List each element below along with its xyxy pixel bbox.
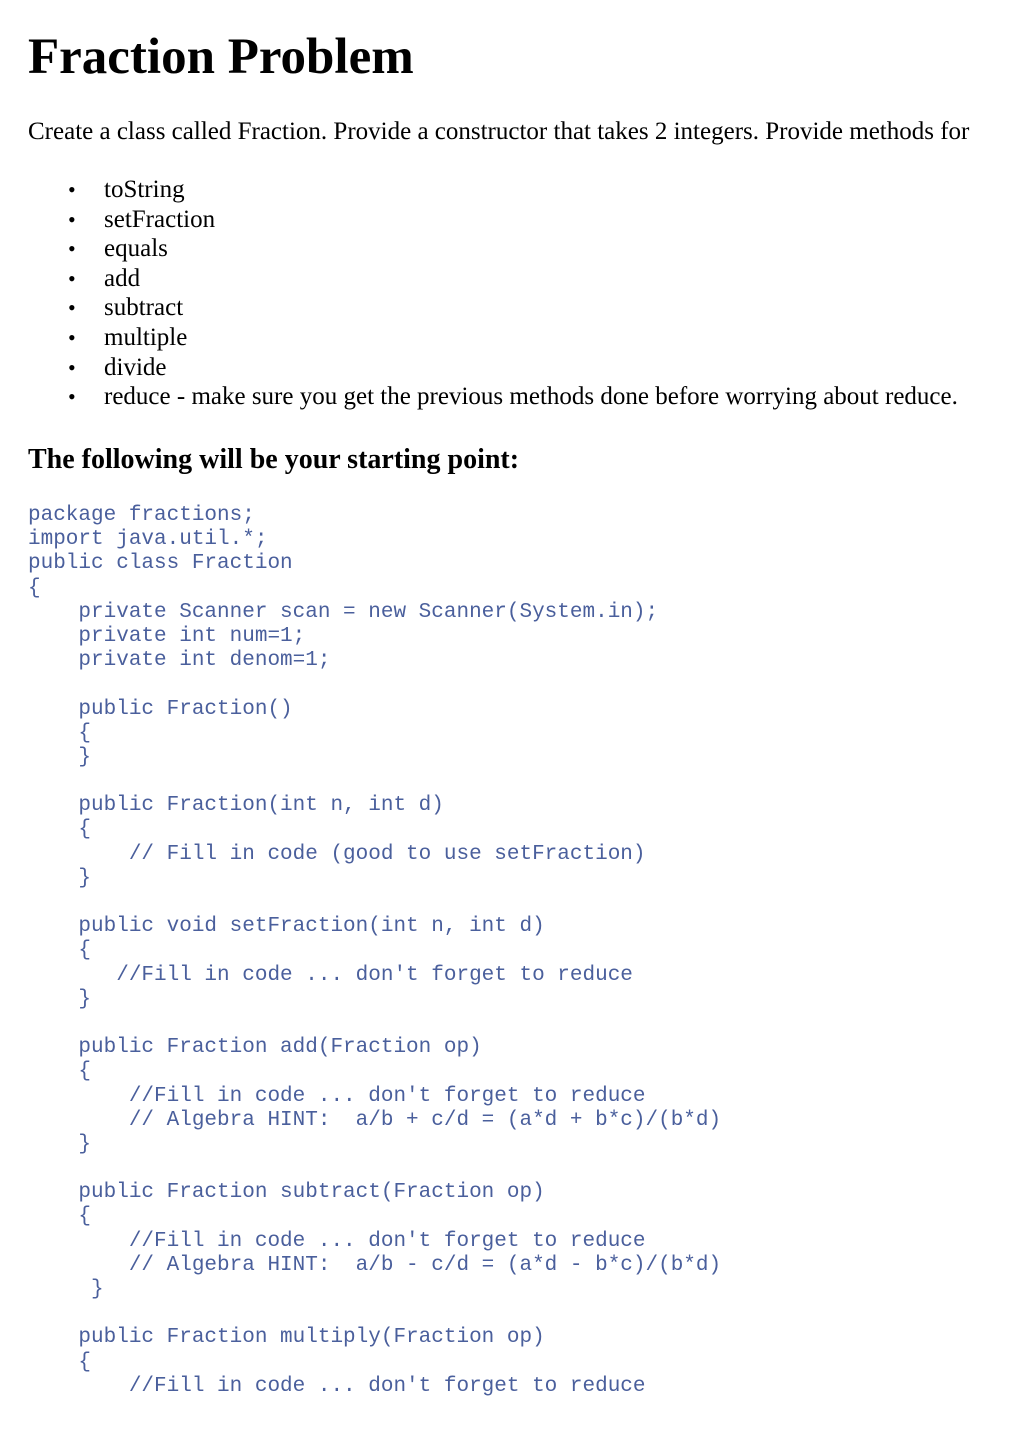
code-line: } (28, 1132, 92, 1156)
method-name: subtract (104, 294, 184, 322)
method-name: equals (104, 235, 168, 263)
code-block (28, 504, 721, 1399)
code-line: // Algebra HINT: a/b - c/d = (a*d - b*c)/(b*d) (28, 1253, 722, 1277)
code-line (28, 1302, 721, 1326)
method-list-item (28, 353, 958, 383)
method-list-item (28, 382, 958, 412)
bullet-icon: • (68, 265, 76, 291)
code-line: //Fill in code ... don't forget to reduce (28, 1374, 646, 1398)
code-line (28, 673, 721, 697)
method-list-item (28, 205, 958, 235)
code-line (28, 891, 721, 915)
method-name: multiple (104, 323, 188, 351)
bullet-icon: • (68, 206, 76, 232)
method-list-item (28, 264, 958, 294)
code-line: } (28, 745, 92, 769)
method-list-item (28, 293, 958, 323)
code-line: public Fraction() (28, 697, 293, 721)
code-line (28, 1012, 721, 1036)
code-line: { (28, 721, 92, 745)
code-line: //Fill in code ... don't forget to reduce (28, 963, 633, 987)
code-line: //Fill in code ... don't forget to reduce (28, 1084, 646, 1108)
bullet-icon: • (68, 354, 76, 380)
method-list-item (28, 234, 958, 264)
intro-paragraph: Create a class called Fraction. Provide a constructor that takes 2 integers. Provide methods for (28, 118, 970, 145)
method-list-item (28, 175, 958, 205)
code-line: public Fraction(int n, int d) (28, 794, 444, 818)
method-name: setFraction (104, 205, 216, 233)
bullet-icon: • (68, 236, 76, 262)
code-line: { (28, 576, 41, 600)
code-line: { (28, 1060, 92, 1084)
bullet-icon: • (68, 384, 76, 410)
code-line: package fractions; (28, 504, 255, 527)
code-line: { (28, 1350, 92, 1374)
code-line: private Scanner scan = new Scanner(System.in); (28, 600, 659, 624)
code-line: public class Fraction (28, 552, 293, 576)
code-line: //Fill in code ... don't forget to reduce (28, 1229, 646, 1253)
code-line: } (28, 866, 92, 890)
method-list-item (28, 323, 958, 353)
code-line: // Fill in code (good to use setFraction) (28, 842, 646, 866)
method-name: toString (104, 176, 185, 203)
code-line: public Fraction multiply(Fraction op) (28, 1326, 545, 1350)
code-line: // Algebra HINT: a/b + c/d = (a*d + b*c)/(b*d) (28, 1108, 722, 1132)
code-line: public Fraction add(Fraction op) (28, 1036, 482, 1060)
method-name: add (104, 264, 141, 292)
bullet-icon: • (68, 295, 76, 321)
code-line: private int denom=1; (28, 649, 331, 673)
code-line: } (28, 987, 92, 1011)
starting-point-heading: The following will be your starting point: (28, 444, 520, 475)
methods-list (28, 175, 958, 412)
page-title: Fraction Problem (28, 29, 414, 85)
code-line (28, 770, 721, 794)
method-name: divide (104, 353, 167, 381)
code-line: { (28, 939, 92, 963)
code-line: public Fraction subtract(Fraction op) (28, 1181, 545, 1205)
bullet-icon: • (68, 177, 76, 202)
code-line: import java.util.*; (28, 528, 268, 552)
code-line: { (28, 1205, 92, 1229)
code-line (28, 1157, 721, 1181)
code-line: { (28, 818, 92, 842)
code-line: public void setFraction(int n, int d) (28, 915, 545, 939)
code-line: private int num=1; (28, 624, 306, 648)
code-line: } (28, 1278, 104, 1301)
bullet-icon: • (68, 324, 76, 350)
method-name: reduce - make sure you get the previous methods done before worrying about reduce. (104, 383, 958, 411)
